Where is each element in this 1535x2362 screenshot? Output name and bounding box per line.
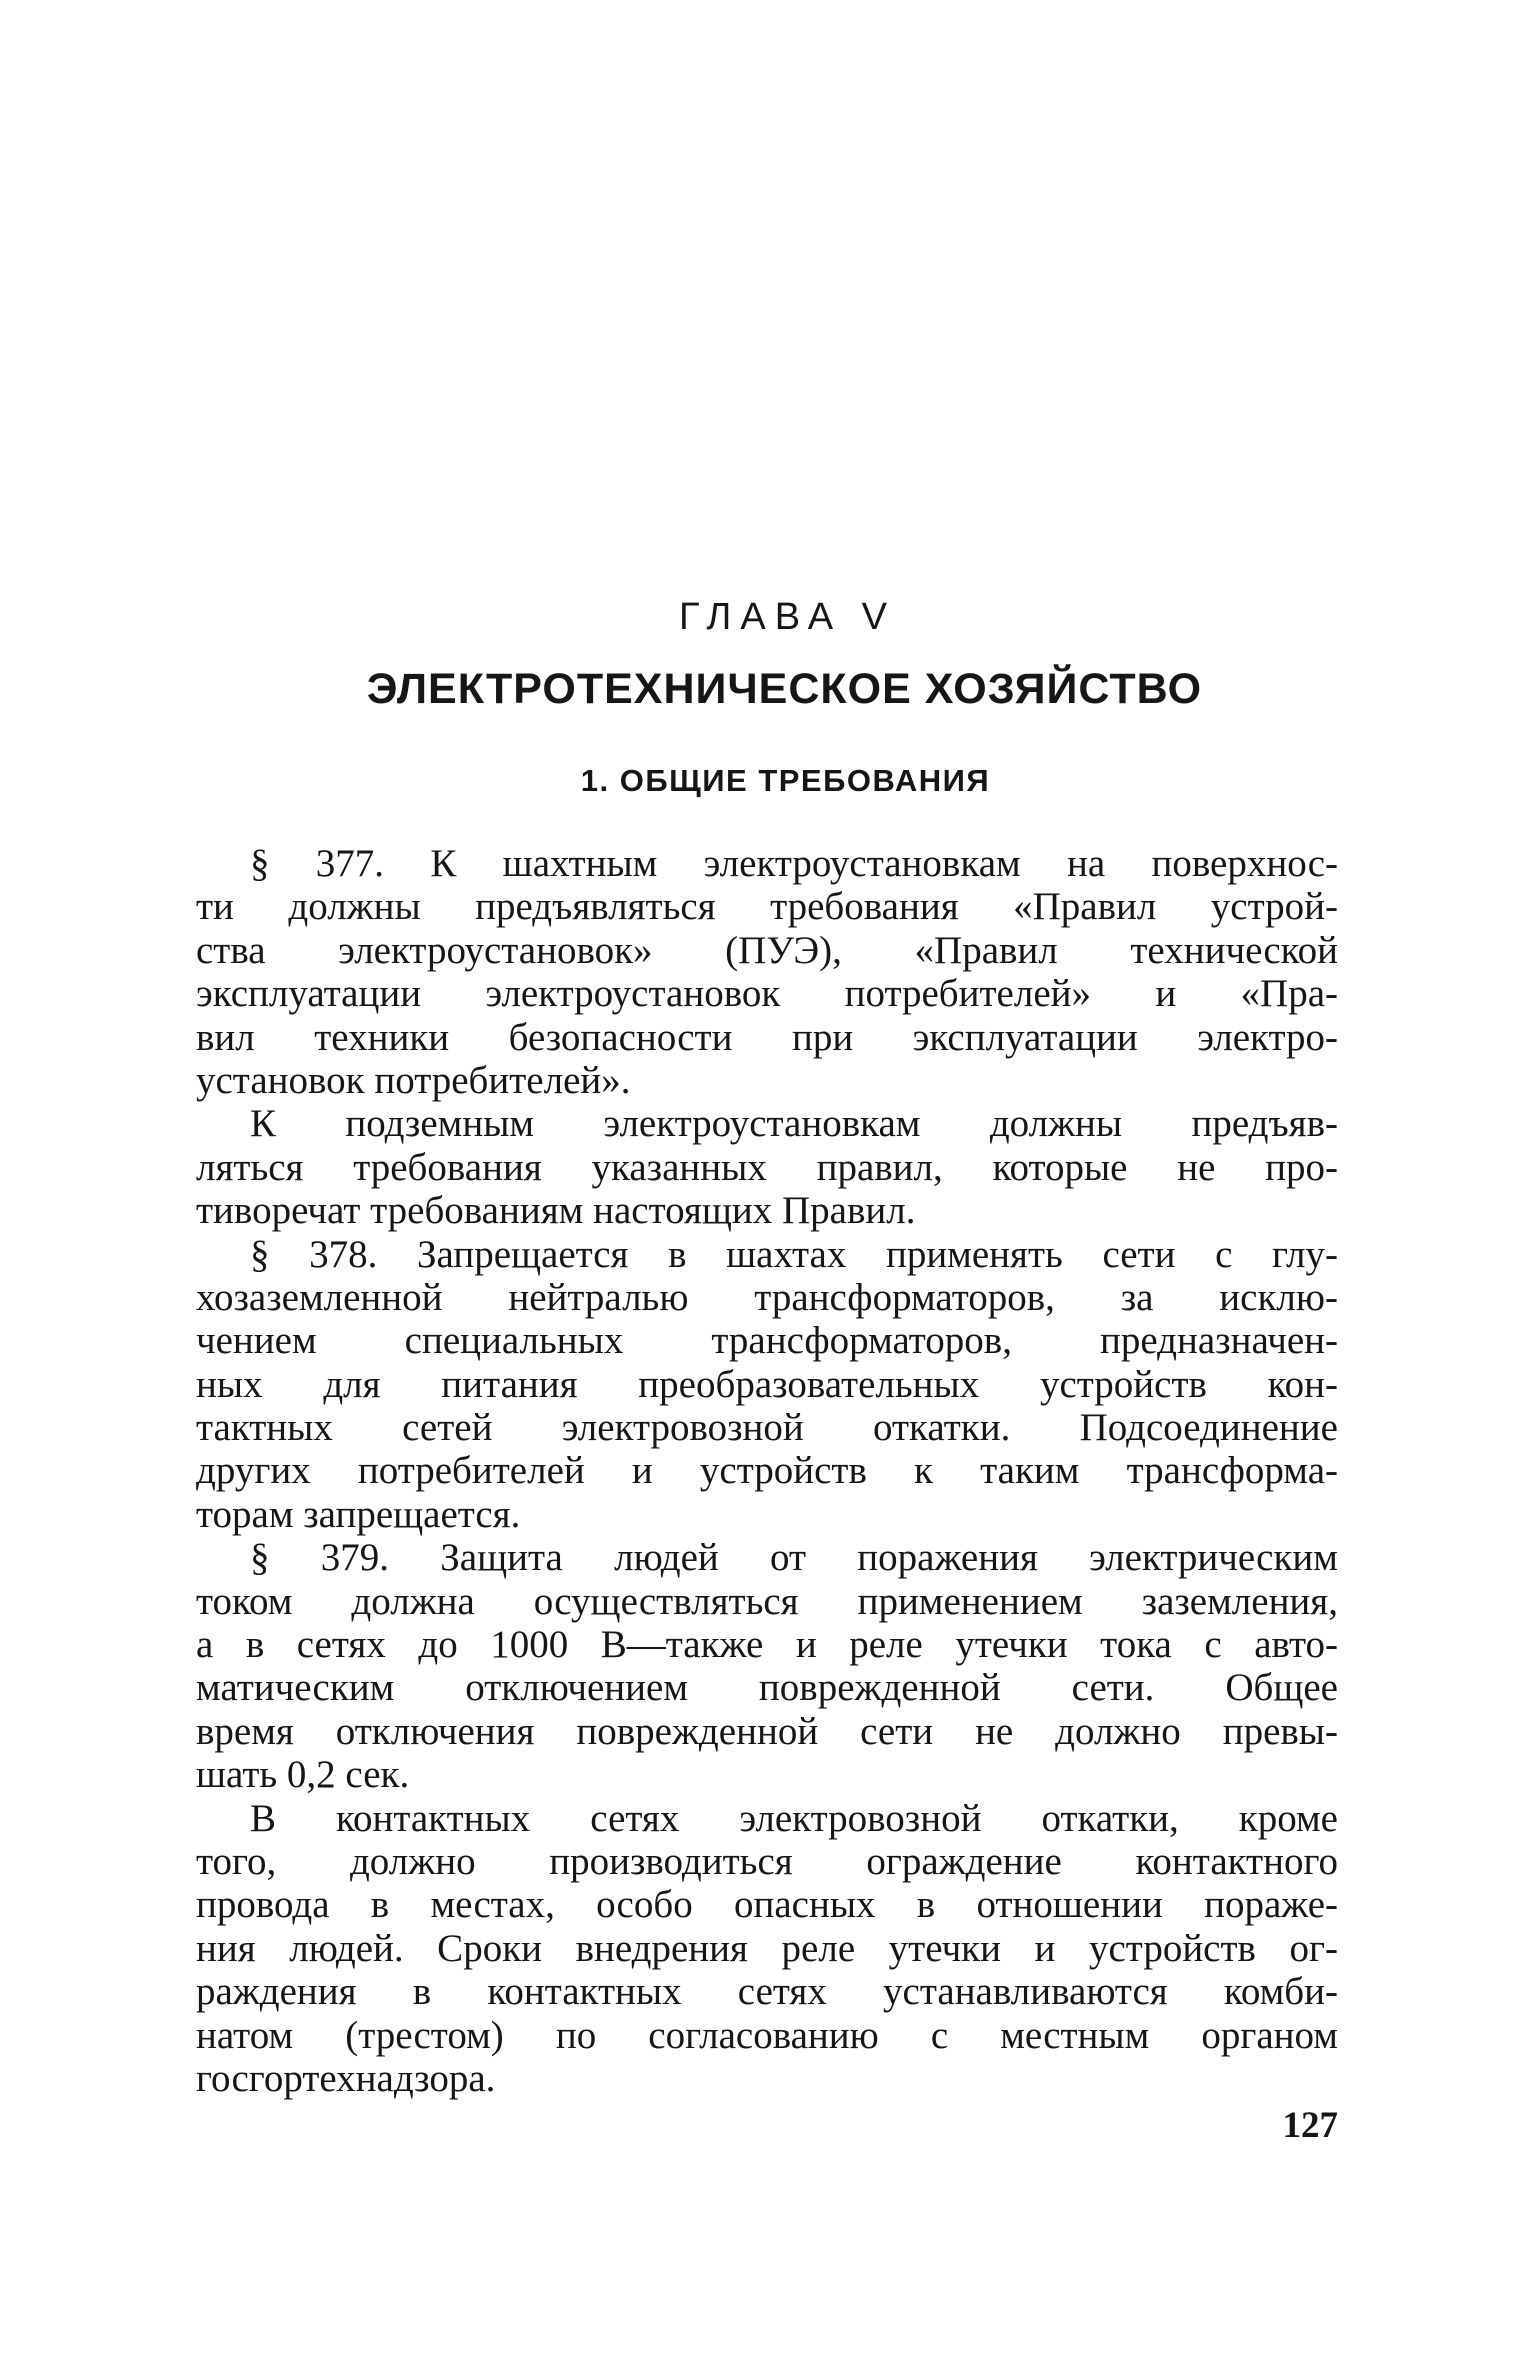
text-line: ния людей. Сроки внедрения реле утечки и устройств ог- (196, 1926, 1338, 1970)
text-line: провода в местах, особо опасных в отношении пораже- (196, 1883, 1338, 1927)
text-line: § 379. Защита людей от поражения электрическим (250, 1536, 1338, 1580)
text-line: ляться требования указанных правил, которые не про- (196, 1145, 1338, 1189)
text-line: хозаземленной нейтралью трансформаторов, за исклю- (196, 1275, 1338, 1319)
text-line: тактных сетей электровозной откатки. Подсоединение (196, 1406, 1338, 1450)
text-line: током должна осуществляться применением заземления, (196, 1579, 1338, 1623)
text-line: ства электроустановок» (ПУЭ), «Правил технической (196, 928, 1338, 972)
text-line: В контактных сетях электровозной откатки, кроме (250, 1796, 1338, 1840)
text-line: матическим отключением поврежденной сети. Общее (196, 1666, 1338, 1710)
text-line: эксплуатации электроустановок потребителей» и «Пра- (196, 972, 1338, 1016)
text-line: вил техники безопасности при эксплуатации электро- (196, 1015, 1338, 1059)
text-line: натом (трестом) по согласованию с местным органом (196, 2013, 1338, 2057)
text-line: § 378. Запрещается в шахтах применять сети с глу- (250, 1232, 1338, 1276)
text-line: время отключения поврежденной сети не должно превы- (196, 1709, 1338, 1753)
text-line: § 377. К шахтным электроустановкам на поверхнос- (250, 842, 1338, 885)
chapter-label: ГЛАВА V (678, 596, 897, 638)
chapter-title: ЭЛЕКТРОТЕХНИЧЕСКОЕ ХОЗЯЙСТВО (366, 665, 1203, 713)
text-line: ных для питания преобразовательных устройств кон- (196, 1362, 1338, 1406)
text-line: шать 0,2 сек. (196, 1753, 410, 1797)
text-line: госгортехнадзора. (196, 2056, 496, 2100)
text-line: тиворечат требованиям настоящих Правил. (196, 1189, 916, 1233)
text-line: К подземным электроустановкам должны предъяв- (250, 1102, 1338, 1146)
section-title: 1. ОБЩИЕ ТРЕБОВАНИЯ (580, 763, 991, 798)
text-line: чением специальных трансформаторов, предназначен- (196, 1319, 1338, 1363)
text-line: того, должно производиться ограждение контактного (196, 1839, 1338, 1883)
text-line: а в сетях до 1000 В—также и реле утечки тока с авто- (196, 1623, 1338, 1667)
text-line: ти должны предъявляться требования «Правил устрой- (196, 885, 1338, 929)
text-line: установок потребителей». (196, 1058, 631, 1102)
text-line: других потребителей и устройств к таким трансформа- (196, 1449, 1338, 1493)
text-line: торам запрещается. (196, 1492, 521, 1536)
page-number: 127 (1282, 2105, 1338, 2146)
text-line: раждения в контактных сетях устанавливаются комби- (196, 1970, 1338, 2014)
body-text (196, 842, 1338, 2100)
